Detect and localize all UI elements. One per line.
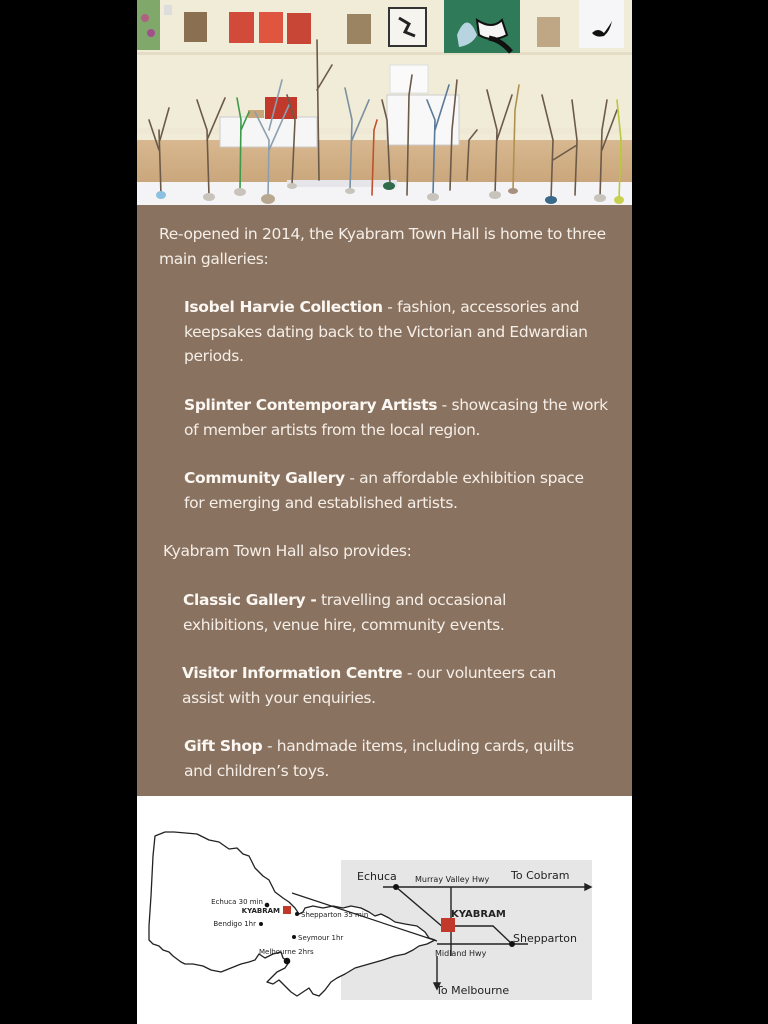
label-murray-valley-hwy: Murray Valley Hwy — [415, 875, 490, 884]
label-kyabram-state: KYABRAM — [241, 907, 280, 915]
intro-text: Re-opened in 2014, the Kyabram Town Hall is home to three main galleries: — [159, 225, 606, 268]
gallery-description: - showcasing the work of member artists from the local region. — [184, 396, 608, 439]
service-description: - handmade items, including cards, quilts and children’s toys. — [184, 737, 574, 780]
service-name: Gift Shop — [184, 737, 263, 755]
bendigo-dot — [259, 922, 263, 926]
label-kyabram-local: KYABRAM — [451, 909, 506, 920]
gallery-name: Splinter Contemporary Artists — [184, 396, 438, 414]
service-description: travelling and occasional exhibitions, venue hire, community events. — [183, 591, 507, 634]
floor — [137, 140, 632, 185]
location-map-section — [137, 796, 632, 1024]
label-echuca: Echuca — [357, 870, 397, 883]
gallery-description: - fashion, accessories and keepsakes dating back to the Victorian and Edwardian periods. — [184, 298, 588, 365]
service-item — [184, 734, 594, 783]
gallery-name: Community Gallery — [184, 469, 345, 487]
brochure-page — [137, 0, 632, 1024]
melbourne-dot — [284, 958, 291, 965]
gallery-photo — [137, 0, 632, 205]
seymour-dot — [292, 935, 296, 939]
label-to-melbourne: To Melbourne — [436, 984, 510, 997]
info-panel — [137, 205, 632, 796]
service-name: Visitor Information Centre — [182, 664, 403, 682]
label-midland-hwy: Midland Hwy — [435, 949, 487, 958]
kyabram-marker — [283, 906, 291, 914]
label-to-cobram: To Cobram — [511, 869, 570, 882]
kyabram-local-marker — [441, 918, 455, 932]
gallery-item — [184, 393, 624, 442]
gallery-name: Isobel Harvie Collection — [184, 298, 383, 316]
service-name: Classic Gallery - — [183, 591, 317, 609]
label-shepparton: Shepparton — [513, 932, 577, 945]
echuca-local-dot — [393, 884, 399, 890]
label-bendigo-1hr: Bendigo 1hr — [213, 920, 256, 928]
gallery-item — [184, 466, 594, 515]
label-shepparton-35min: Shepparton 35 min — [301, 911, 369, 919]
shepparton-dot — [295, 912, 299, 916]
service-item — [182, 661, 582, 710]
service-description: - our volunteers can assist with your enquiries. — [182, 664, 556, 707]
label-seymour-1hr: Seymour 1hr — [298, 934, 344, 942]
gallery-description: - an affordable exhibition space for emerging and established artists. — [184, 469, 584, 512]
label-echuca-30min: Echuca 30 min — [211, 898, 263, 906]
label-melbourne-2hrs: Melbourne 2hrs — [259, 948, 314, 956]
location-map — [137, 796, 632, 1024]
service-item — [183, 588, 563, 637]
also-provides-heading: Kyabram Town Hall also provides: — [163, 542, 412, 560]
gallery-item — [184, 295, 624, 369]
